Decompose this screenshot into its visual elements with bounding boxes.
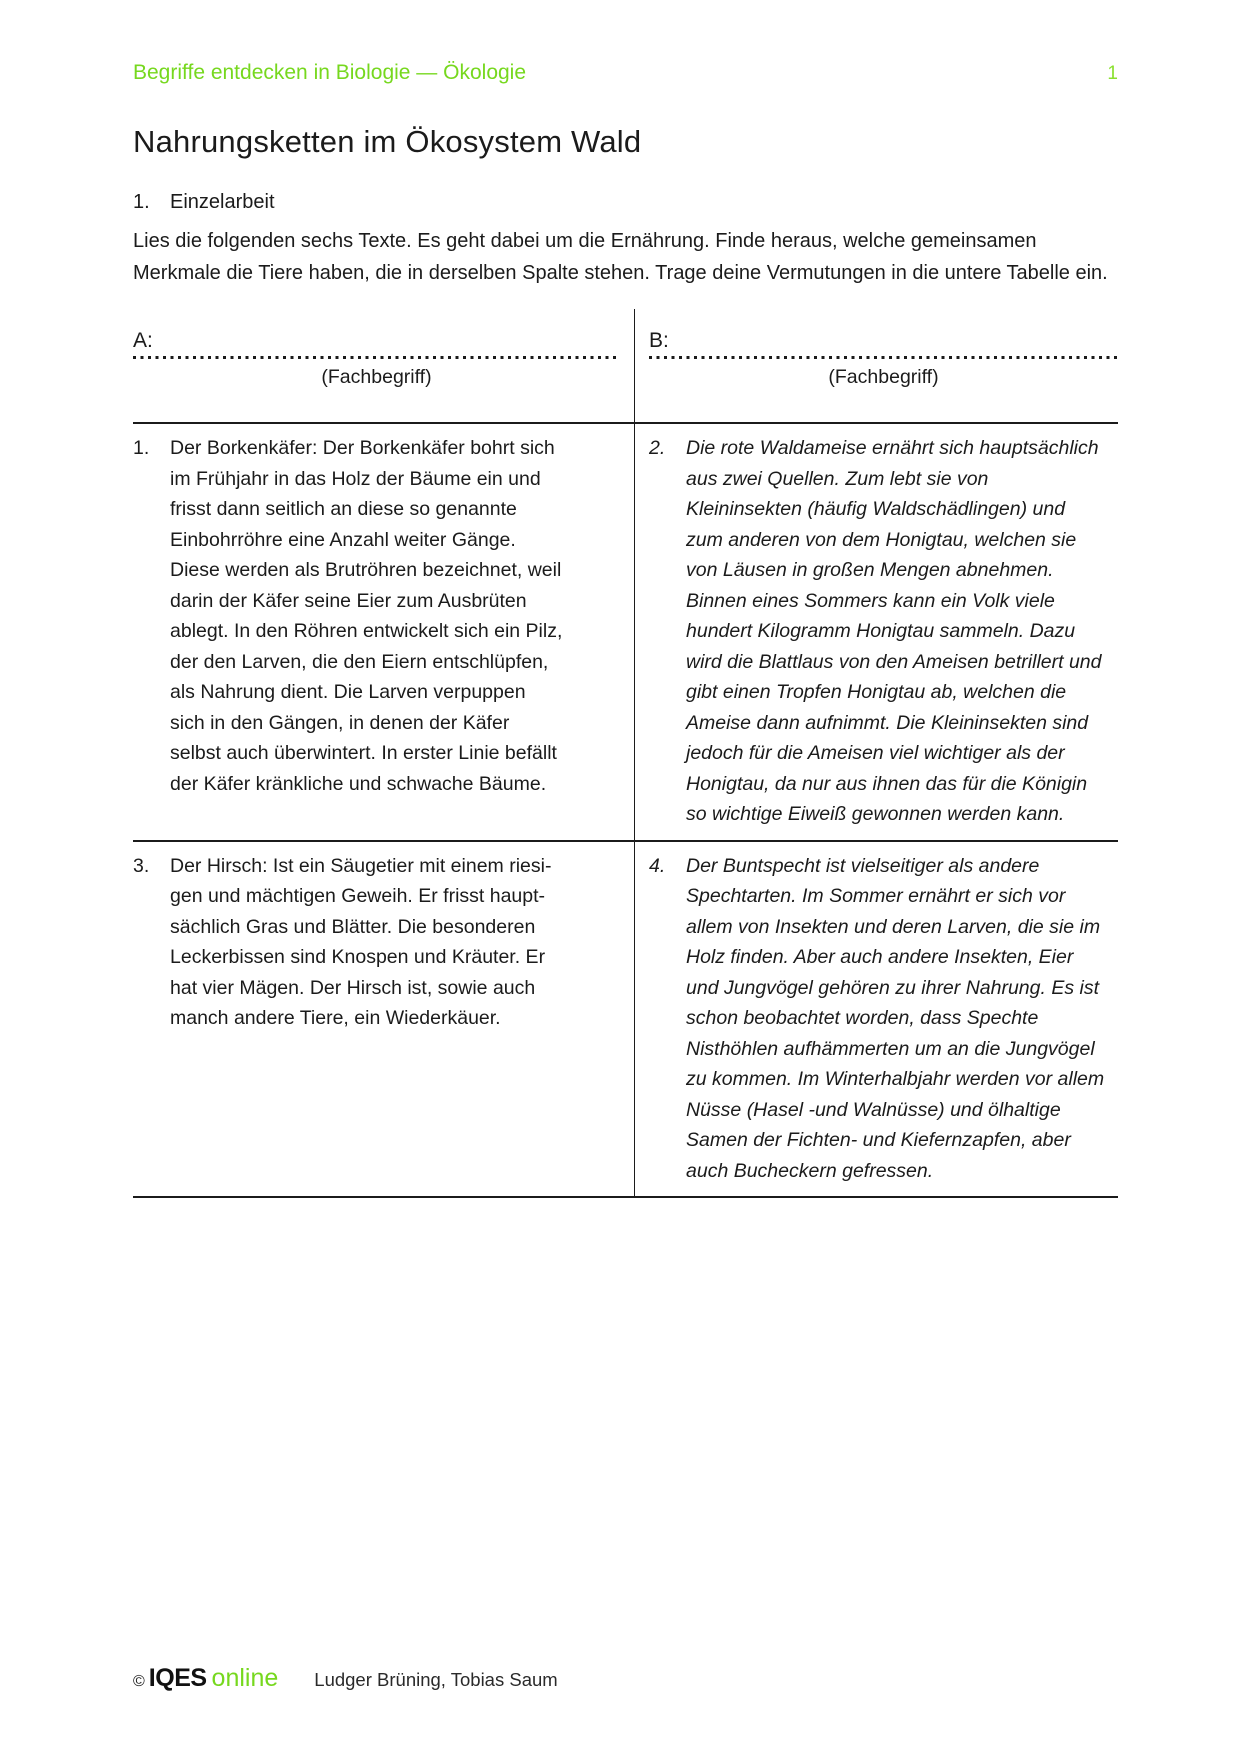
section-heading	[133, 189, 1118, 215]
intro-paragraph: Lies die folgenden sechs Texte. Es geht dabei um die Ernährung. Finde heraus, welche gemeinsamen Merkmale die Tiere haben, die in derselben Spalte stehen. Trage deine Vermutungen in die untere Tabelle ein.	[133, 230, 1108, 284]
header-course-title: Begriffe entdecken in Biologie — Ökologie	[133, 61, 527, 84]
column-a-header	[133, 309, 634, 424]
dotted-fill-line	[649, 356, 1118, 359]
column-a-label: A:	[133, 329, 153, 352]
column-b-write-in-line	[649, 317, 1118, 353]
cell-text: Der Hirsch: Ist ein Säugetier mit einem riesigen und mächtigen Geweih. Er frisst hauptsächlich Gras und Blätter. Die besonderen Leckerbissen sind Knospen und Kräuter. Er hat vier Mägen. Der Hirsch ist, sowie auch manch andere Tiere, ein Wiederkäuer.	[170, 854, 552, 1029]
table-cell-2	[634, 424, 1118, 842]
cell-number: 1.	[133, 437, 150, 459]
footer-authors: Ludger Brüning, Tobias Saum	[314, 1669, 558, 1690]
cell-text: Der Buntspecht ist vielseitiger als andere Spechtarten. Im Sommer ernährt er sich vor allem von Insekten und deren Larven, die sie im Holz finden. Aber auch andere Insekten, Eier und Jungvögel gehören zu ihrer Nahrung. Es ist schon beobachtet worden, dass Spechte Nisthöhlen aufhämmerten um an die Jungvögel zu kommen. Im Winterhalbjahr werden vor allem Nüsse (Hasel -und Walnüsse) und ölhaltige Samen der Fichten- und Kiefernzapfen, aber auch Bucheckern gefressen.	[686, 854, 1105, 1182]
worksheet-table	[133, 309, 1118, 1198]
column-b-header	[634, 309, 1118, 424]
copyright-symbol: ©	[133, 1673, 145, 1690]
page-content	[133, 0, 1118, 1198]
section-number: 1.	[133, 191, 150, 213]
section-label: Einzelarbeit	[170, 191, 275, 213]
dotted-fill-line	[133, 356, 620, 359]
cell-number: 3.	[133, 854, 150, 877]
table-cell-3	[133, 842, 634, 1199]
cell-text: Der Borkenkäfer: Der Borkenkäfer bohrt sich im Frühjahr in das Holz der Bäume ein und frisst dann seitlich an diese so genannte Einbohrröhre eine Anzahl weiter Gänge. Diese werden als Brutröhren bezeichnet, weil darin der Käfer seine Eier zum Ausbrüten ablegt. In den Röhren entwickelt sich ein Pilz, der den Larven, die den Eiern entschlüpfen, als Nahrung dient. Die Larven verpuppen sich in den Gängen, in denen der Käfer selbst auch überwintert. In erster Linie befällt der Käfer kränkliche und schwache Bäume.	[170, 437, 563, 795]
table-cell-1	[133, 424, 634, 842]
document-header	[133, 60, 1118, 87]
page-footer	[133, 1664, 558, 1693]
table-cell-4	[634, 842, 1118, 1199]
column-b-label: B:	[649, 329, 669, 352]
page-number: 1	[1107, 63, 1118, 84]
column-b-sublabel: (Fachbegriff)	[828, 366, 939, 388]
column-a-write-in-line	[133, 317, 620, 353]
cell-number: 2.	[649, 437, 666, 459]
column-a-sublabel: (Fachbegriff)	[321, 366, 432, 388]
cell-number: 4.	[649, 854, 666, 877]
iqes-logo-online: online	[211, 1664, 279, 1692]
iqes-logo: IQES	[148, 1664, 207, 1692]
cell-text: Die rote Waldameise ernährt sich hauptsächlich aus zwei Quellen. Zum lebt sie von Kleininsekten (häufig Waldschädlingen) und zum anderen von dem Honigtau, welchen sie von Läusen in großen Mengen abnehmen. Binnen eines Sommers kann ein Volk viele hundert Kilogramm Honigtau sammeln. Dazu wird die Blattlaus von den Ameisen betrillert und gibt einen Tropfen Honigtau ab, welchen die Ameise dann aufnimmt. Die Kleininsekten sind jedoch für die Ameisen viel wichtiger als der Honigtau, da nur aus ihnen das für die Königin so wichtige Eiweiß gewonnen werden kann.	[686, 437, 1102, 825]
page-title: Nahrungsketten im Ökosystem Wald	[133, 124, 642, 159]
